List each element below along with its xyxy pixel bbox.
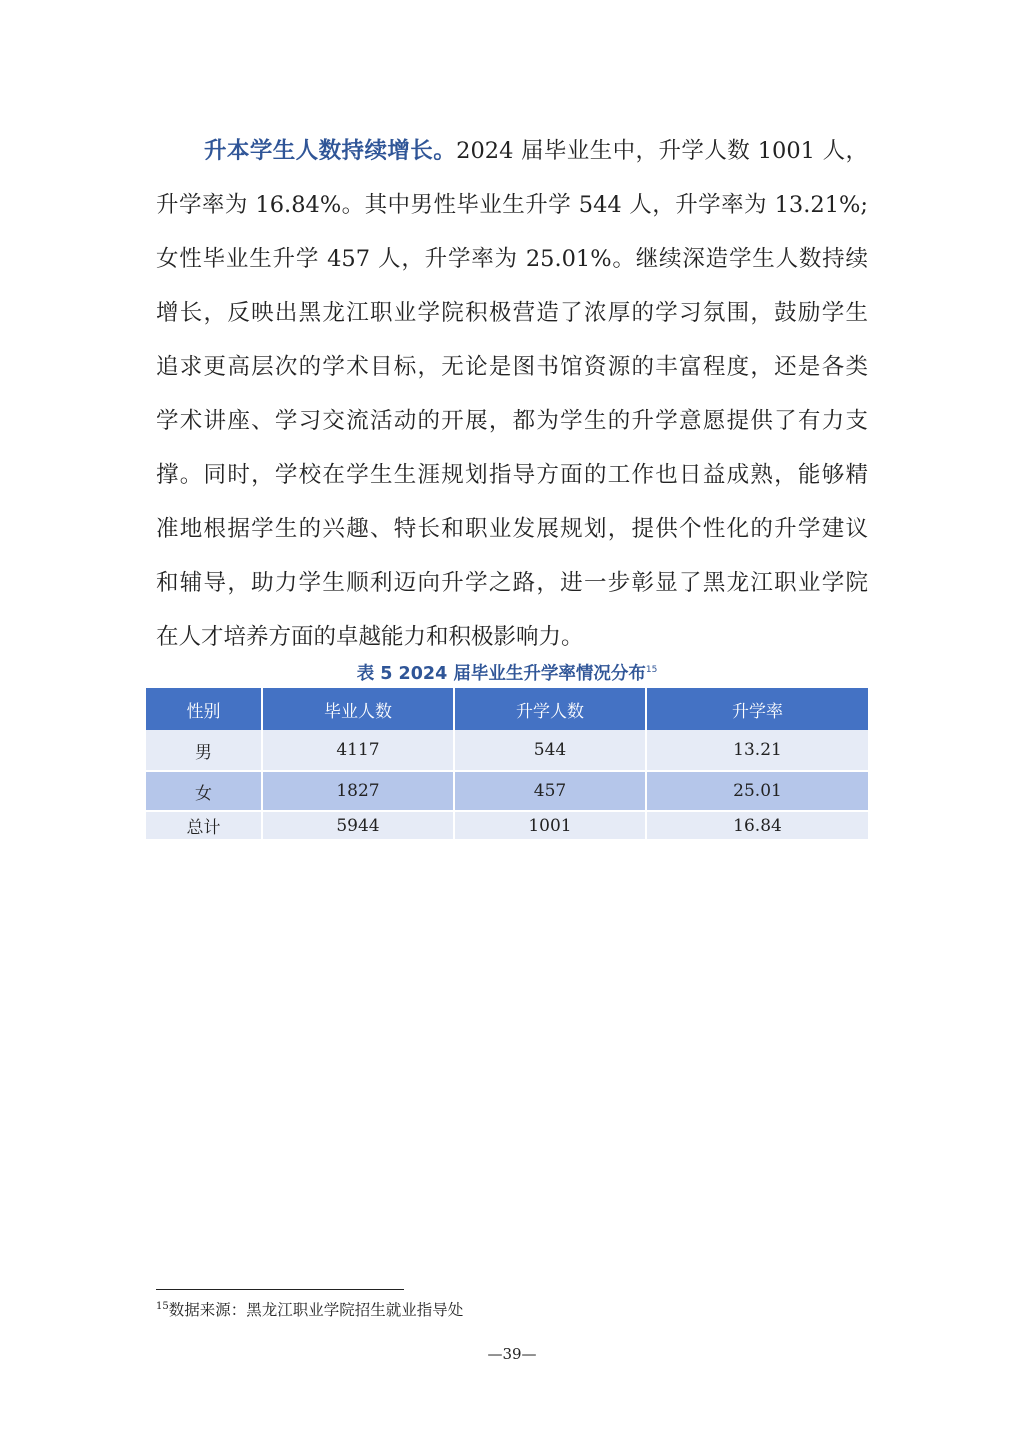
table-cell: 4117 [262, 730, 454, 771]
table-cell: 1001 [454, 811, 646, 840]
table-cell: 男 [146, 730, 262, 771]
paragraph-line: 和辅导，助力学生顺利迈向升学之路，进一步彰显了黑龙江职业学院 [156, 570, 868, 596]
footnote-number: 15 [156, 1300, 169, 1312]
table-cell: 457 [454, 771, 646, 811]
footnote [156, 1298, 463, 1320]
table-cell: 544 [454, 730, 646, 771]
paragraph-line: 升学率为 16.84%。其中男性毕业生升学 544 人，升学率为 13.21%; [156, 192, 868, 218]
paragraph-line: 女性毕业生升学 457 人，升学率为 25.01%。继续深造学生人数持续 [156, 246, 868, 272]
paragraph-line [156, 124, 868, 178]
paragraph-line: 追求更高层次的学术目标，无论是图书馆资源的丰富程度，还是各类 [156, 354, 868, 380]
table-row [146, 811, 868, 840]
header-rate: 升学率 [646, 688, 868, 730]
table-header-row [146, 688, 868, 730]
footnote-text: 数据来源：黑龙江职业学院招生就业指导处 [168, 1301, 464, 1319]
table-row [146, 730, 868, 771]
table-cell: 5944 [262, 811, 454, 840]
table-caption-text: 表 5 2024 届毕业生升学率情况分布 [356, 664, 646, 684]
table-cell: 13.21 [646, 730, 868, 771]
paragraph-line: 增长，反映出黑龙江职业学院积极营造了浓厚的学习氛围，鼓励学生 [156, 300, 868, 326]
table-cell: 16.84 [646, 811, 868, 840]
paragraph-lead: 升本学生人数持续增长。 [204, 138, 457, 164]
paragraph-line: 准地根据学生的兴趣、特长和职业发展规划，提供个性化的升学建议 [156, 516, 868, 542]
paragraph-line: 学术讲座、学习交流活动的开展，都为学生的升学意愿提供了有力支 [156, 408, 868, 434]
graduation-rate-table [146, 688, 868, 841]
table-cell: 总计 [146, 811, 262, 840]
table-caption-note: 15 [645, 665, 658, 676]
page-number: —39— [487, 1345, 537, 1363]
table-cell: 女 [146, 771, 262, 811]
header-further-study: 升学人数 [454, 688, 646, 730]
paragraph-line-text: 2024 届毕业生中，升学人数 1001 人， [456, 138, 868, 164]
footnote-divider [156, 1289, 404, 1290]
table-cell: 1827 [262, 771, 454, 811]
table-cell: 25.01 [646, 771, 868, 811]
body-paragraph [156, 124, 868, 664]
paragraph-line: 在人才培养方面的卓越能力和积极影响力。 [156, 624, 584, 650]
table-row [146, 771, 868, 811]
table-caption [146, 660, 868, 685]
header-gender: 性别 [146, 688, 262, 730]
paragraph-line: 撑。同时，学校在学生生涯规划指导方面的工作也日益成熟，能够精 [156, 462, 868, 488]
header-graduates: 毕业人数 [262, 688, 454, 730]
